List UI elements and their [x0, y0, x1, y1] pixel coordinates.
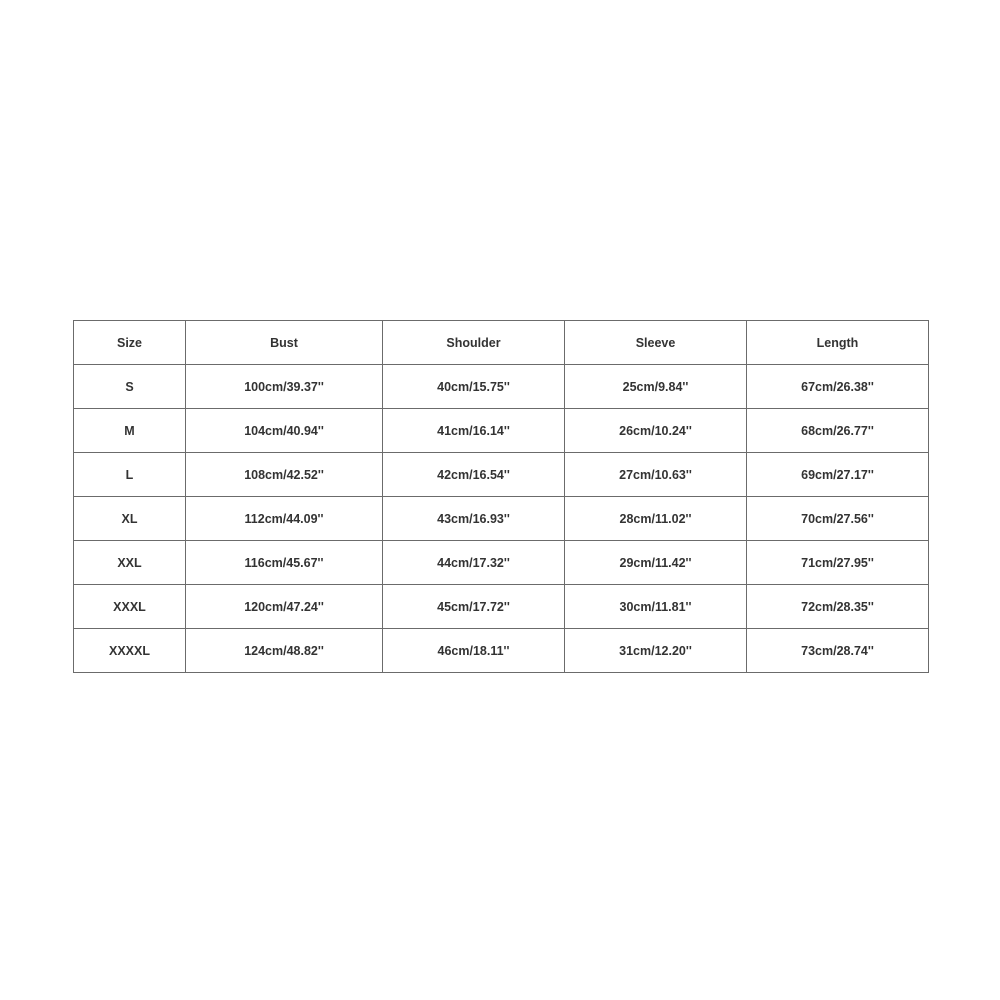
bust-cell: 112cm/44.09''	[186, 497, 383, 541]
size-cell: XL	[74, 497, 186, 541]
size-cell: S	[74, 365, 186, 409]
shoulder-cell: 45cm/17.72''	[383, 585, 565, 629]
sleeve-cell: 28cm/11.02''	[565, 497, 747, 541]
header-shoulder: Shoulder	[383, 321, 565, 365]
length-cell: 73cm/28.74''	[747, 629, 929, 673]
shoulder-cell: 44cm/17.32''	[383, 541, 565, 585]
header-length: Length	[747, 321, 929, 365]
length-cell: 72cm/28.35''	[747, 585, 929, 629]
sleeve-cell: 25cm/9.84''	[565, 365, 747, 409]
size-cell: XXXL	[74, 585, 186, 629]
bust-cell: 104cm/40.94''	[186, 409, 383, 453]
header-sleeve: Sleeve	[565, 321, 747, 365]
shoulder-cell: 41cm/16.14''	[383, 409, 565, 453]
sleeve-cell: 27cm/10.63''	[565, 453, 747, 497]
shoulder-cell: 43cm/16.93''	[383, 497, 565, 541]
size-chart-table	[73, 320, 929, 673]
size-cell: L	[74, 453, 186, 497]
length-cell: 67cm/26.38''	[747, 365, 929, 409]
length-cell: 68cm/26.77''	[747, 409, 929, 453]
table-row	[74, 453, 929, 497]
size-cell: XXXXL	[74, 629, 186, 673]
table-row	[74, 541, 929, 585]
sleeve-cell: 29cm/11.42''	[565, 541, 747, 585]
table-row	[74, 585, 929, 629]
sleeve-cell: 30cm/11.81''	[565, 585, 747, 629]
bust-cell: 108cm/42.52''	[186, 453, 383, 497]
shoulder-cell: 42cm/16.54''	[383, 453, 565, 497]
sleeve-cell: 31cm/12.20''	[565, 629, 747, 673]
table-header-row	[74, 321, 929, 365]
bust-cell: 100cm/39.37''	[186, 365, 383, 409]
header-bust: Bust	[186, 321, 383, 365]
length-cell: 70cm/27.56''	[747, 497, 929, 541]
header-size: Size	[74, 321, 186, 365]
shoulder-cell: 40cm/15.75''	[383, 365, 565, 409]
table-row	[74, 497, 929, 541]
sleeve-cell: 26cm/10.24''	[565, 409, 747, 453]
length-cell: 69cm/27.17''	[747, 453, 929, 497]
size-cell: M	[74, 409, 186, 453]
table-row	[74, 629, 929, 673]
bust-cell: 116cm/45.67''	[186, 541, 383, 585]
shoulder-cell: 46cm/18.11''	[383, 629, 565, 673]
length-cell: 71cm/27.95''	[747, 541, 929, 585]
bust-cell: 120cm/47.24''	[186, 585, 383, 629]
bust-cell: 124cm/48.82''	[186, 629, 383, 673]
table-row	[74, 409, 929, 453]
size-cell: XXL	[74, 541, 186, 585]
table-row	[74, 365, 929, 409]
